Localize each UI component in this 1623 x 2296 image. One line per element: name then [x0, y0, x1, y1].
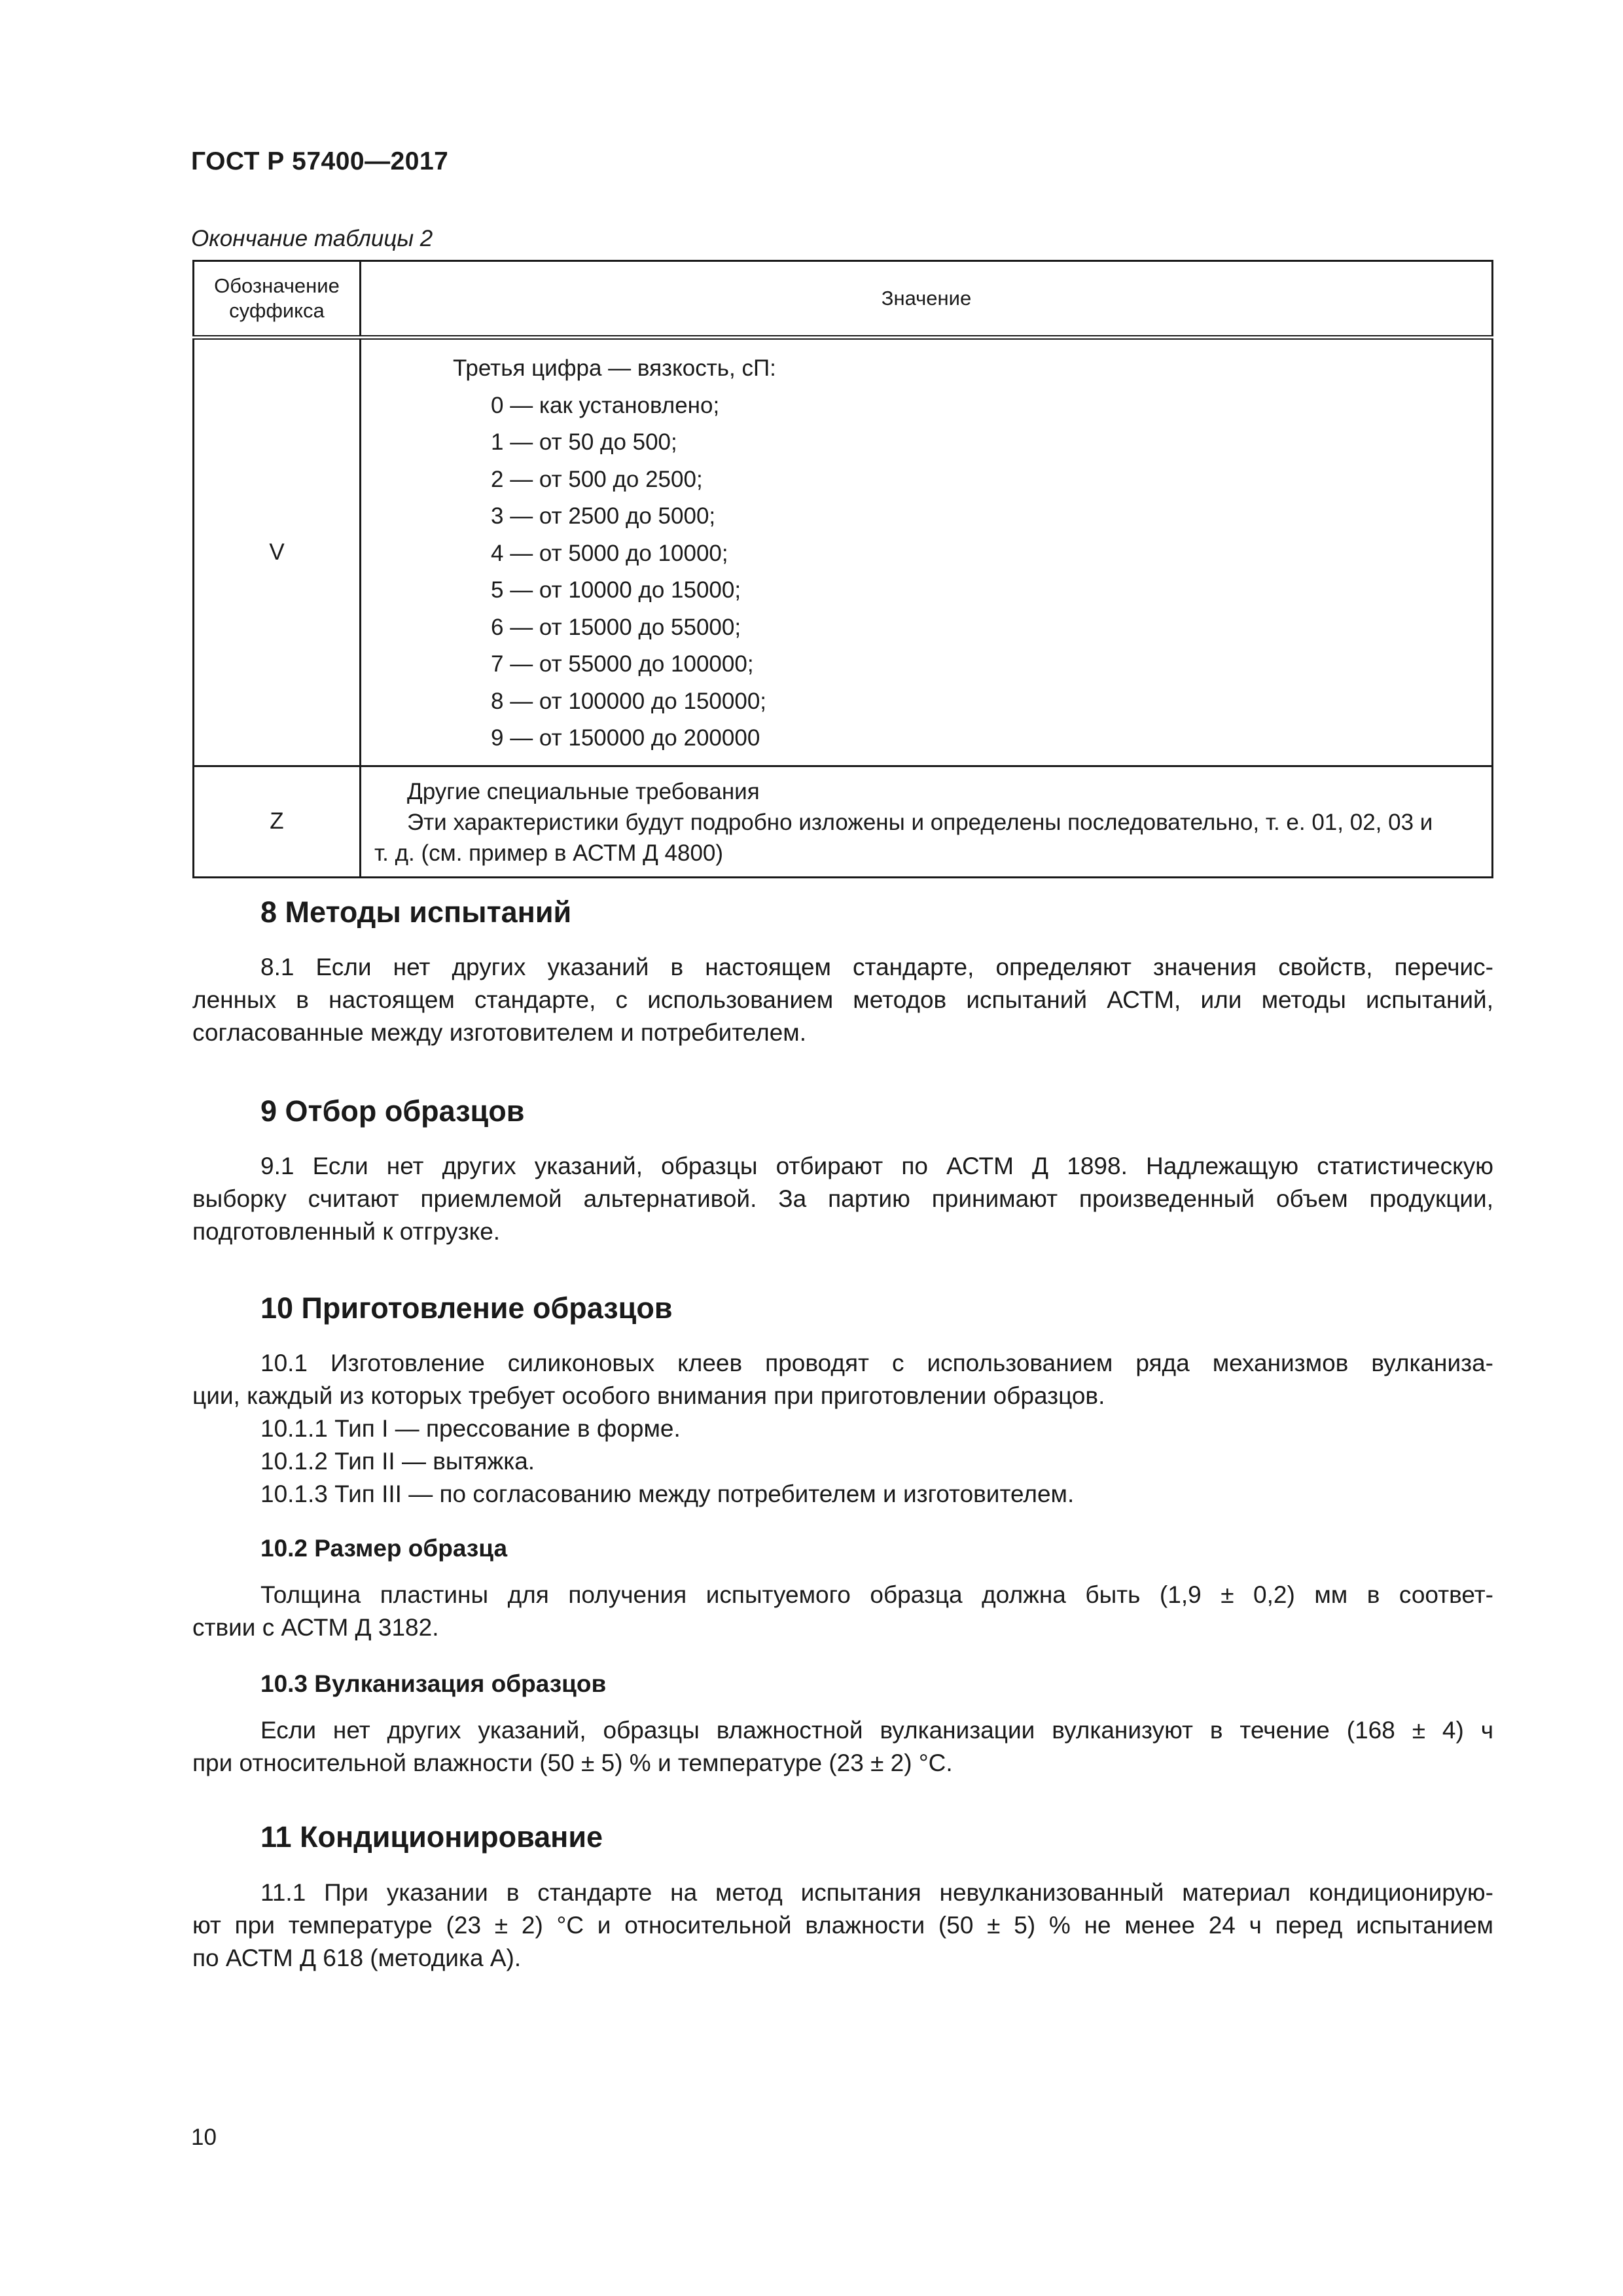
text-line: подготовленный к отгрузке.	[192, 1218, 501, 1245]
text-line: Если нет других указаний, образцы влажностной вулканизации вулканизуют в течение (168 ± 4) ч	[260, 1717, 1493, 1744]
section-8-paragraph	[192, 951, 1493, 1049]
text-line: ции, каждый из которых требует особого внимания при приготовлении образцов.	[192, 1382, 1105, 1409]
document-code: ГОСТ Р 57400—2017	[191, 147, 449, 175]
value-z	[361, 766, 1493, 877]
text-line: при относительной влажности (50 ± 5) % и температуре (23 ± 2) °С.	[192, 1749, 953, 1776]
header-suffix	[194, 261, 361, 338]
z-line: Эти характеристики будут подробно изложены и определены последовательно, т. е. 01, 02, 03 и	[407, 809, 1433, 835]
z-line: Другие специальные требования	[407, 778, 760, 804]
section-10-title: 10 Приготовление образцов	[260, 1291, 673, 1325]
section-9-title: 9 Отбор образцов	[260, 1094, 525, 1128]
section-11-title: 11 Кондиционирование	[260, 1820, 603, 1854]
type-item: 10.1.2 Тип II — вытяжка.	[260, 1448, 535, 1475]
viscosity-item: 1 — от 50 до 500;	[491, 429, 677, 455]
header-suffix-line2: суффикса	[229, 299, 325, 322]
text-line: ют при температуре (23 ± 2) °С и относительной влажности (50 ± 5) % не менее 24 ч перед испытанием	[192, 1912, 1493, 1939]
text-line: выборку считают приемлемой альтернативой. За партию принимают произведенный объем продукции,	[192, 1185, 1493, 1212]
subsection-10-2-paragraph	[192, 1579, 1493, 1644]
viscosity-item: 0 — как установлено;	[491, 392, 720, 418]
page-number: 10	[191, 2125, 217, 2150]
text-line: согласованные между изготовителем и потребителем.	[192, 1019, 807, 1046]
type-item: 10.1.3 Тип III — по согласованию между потребителем и изготовителем.	[260, 1480, 1075, 1507]
viscosity-item: 6 — от 15000 до 55000;	[491, 614, 741, 640]
subsection-10-2-title: 10.2 Размер образца	[260, 1535, 508, 1562]
section-11-paragraph	[192, 1876, 1493, 1975]
section-10-paragraph	[192, 1347, 1493, 1412]
viscosity-item: 9 — от 150000 до 200000	[491, 725, 760, 751]
type-item: 10.1.1 Тип I — прессование в форме.	[260, 1415, 681, 1442]
viscosity-item: 8 — от 100000 до 150000;	[491, 688, 767, 714]
viscosity-item: 5 — от 10000 до 15000;	[491, 577, 741, 603]
subsection-10-3-title: 10.3 Вулканизация образцов	[260, 1670, 607, 1697]
viscosity-item: 4 — от 5000 до 10000;	[491, 540, 728, 566]
viscosity-item: 3 — от 2500 до 5000;	[491, 503, 716, 529]
viscosity-lead: Третья цифра — вязкость, сП:	[453, 355, 776, 381]
text-line: 9.1 Если нет других указаний, образцы отбирают по АСТМ Д 1898. Надлежащую статистическую	[260, 1153, 1493, 1179]
table-row-v	[194, 338, 1493, 766]
viscosity-item: 7 — от 55000 до 100000;	[491, 651, 754, 677]
subsection-10-3-paragraph	[192, 1714, 1493, 1780]
suffix-table	[192, 260, 1493, 878]
table-header-row	[194, 261, 1493, 338]
text-line: по АСТМ Д 618 (методика А).	[192, 1945, 522, 1971]
text-line: 11.1 При указании в стандарте на метод испытания невулканизованный материал кондиционирую-	[260, 1879, 1493, 1906]
text-line: Толщина пластины для получения испытуемого образца должна быть (1,9 ± 0,2) мм в соответ-	[260, 1581, 1493, 1608]
table-caption: Окончание таблицы 2	[191, 226, 433, 251]
header-value: Значение	[361, 261, 1493, 338]
suffix-z: Z	[194, 766, 361, 877]
table-row-z	[194, 766, 1493, 877]
suffix-v: V	[194, 338, 361, 766]
header-suffix-line1: Обозначение	[214, 274, 340, 297]
text-line: ствии с АСТМ Д 3182.	[192, 1614, 439, 1641]
z-line: т. д. (см. пример в АСТМ Д 4800)	[374, 840, 724, 866]
section-9-paragraph	[192, 1150, 1493, 1248]
text-line: ленных в настоящем стандарте, с использованием методов испытаний АСТМ, или методы испытаний,	[192, 986, 1493, 1013]
value-v	[361, 338, 1493, 766]
viscosity-item: 2 — от 500 до 2500;	[491, 466, 703, 492]
text-line: 8.1 Если нет других указаний в настоящем стандарте, определяют значения свойств, перечис-	[260, 954, 1493, 980]
text-line: 10.1 Изготовление силиконовых клеев проводят с использованием ряда механизмов вулканиза-	[260, 1350, 1493, 1376]
section-8-title: 8 Методы испытаний	[260, 895, 572, 929]
